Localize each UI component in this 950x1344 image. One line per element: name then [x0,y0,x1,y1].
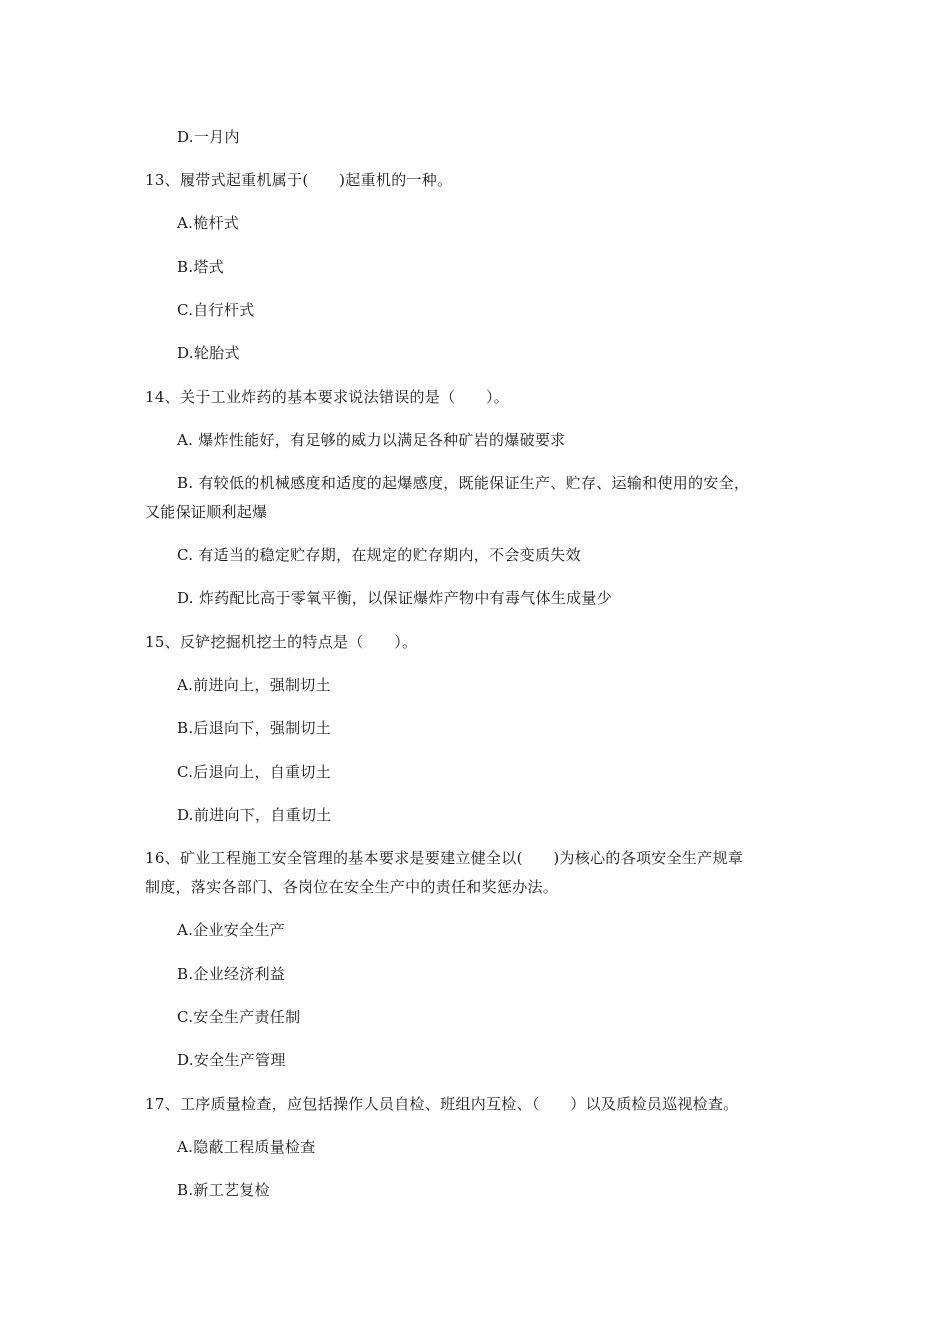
q16-option-b: B.企业经济利益 [177,965,286,983]
q17-option-a: A.隐蔽工程质量检查 [177,1138,316,1156]
q15-option-a: A.前进向上，强制切土 [177,676,331,694]
q14-option-c: C. 有适当的稳定贮存期，在规定的贮存期内，不会变质失效 [177,546,581,564]
q16-option-d: D.安全生产管理 [177,1051,286,1069]
q16-option-a: A.企业安全生产 [177,921,286,939]
q14-option-d: D. 炸药配比高于零氧平衡，以保证爆炸产物中有毒气体生成量少 [177,589,613,607]
q16-option-c: C.安全生产责任制 [177,1008,301,1026]
q15-option-c: C.后退向上，自重切土 [177,763,332,781]
q14-option-a: A. 爆炸性能好，有足够的威力以满足各种矿岩的爆破要求 [177,431,566,449]
question-14: 14、关于工业炸药的基本要求说法错误的是（ ）。 [145,388,510,406]
q13-option-b: B.塔式 [177,258,224,276]
q13-option-a: A.桅杆式 [177,214,240,232]
question-13: 13、履带式起重机属于( )起重机的一种。 [145,171,453,189]
q12-option-d: D.一月内 [177,128,240,146]
question-16-continued: 制度，落实各部门、各岗位在安全生产中的责任和奖惩办法。 [145,878,559,896]
q17-option-b: B.新工艺复检 [177,1181,270,1199]
q13-option-d: D.轮胎式 [177,344,240,362]
q13-option-c: C.自行杆式 [177,301,255,319]
q15-option-b: B.后退向下，强制切土 [177,719,332,737]
question-16: 16、矿业工程施工安全管理的基本要求是要建立健全以( )为核心的各项安全生产规章 [145,849,744,867]
question-15: 15、反铲挖掘机挖土的特点是（ ）。 [145,633,418,651]
question-17: 17、工序质量检查，应包括操作人员自检、班组内互检、（ ）以及质检员巡视检查。 [145,1095,739,1113]
q14-option-b: B. 有较低的机械感度和适度的起爆感度，既能保证生产、贮存、运输和使用的安全， [177,474,750,492]
q15-option-d: D.前进向下，自重切土 [177,806,332,824]
q14-option-b-continued: 又能保证顺利起爆 [145,503,268,521]
